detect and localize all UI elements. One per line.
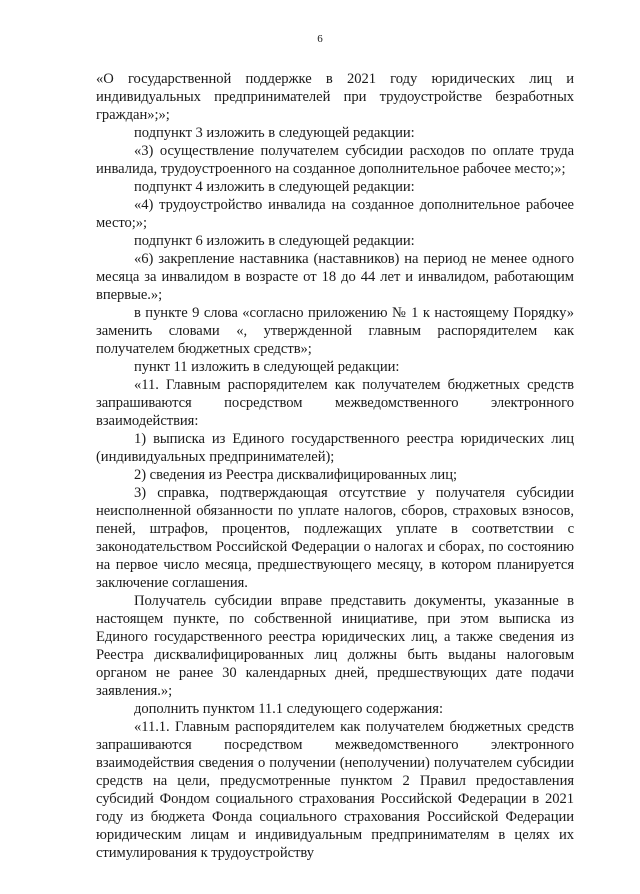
paragraph: Получатель субсидии вправе представить документы, указанные в настоящем пункте, по собственной инициативе, при этом выписка из Единого государственного реестра юридических лиц, а также сведения из Реестра дисквалифицированных лиц должны быть выданы налоговым органом не ранее 30 календарных дней, предшествующих дате подачи заявления.»;: [96, 593, 574, 699]
document-body: [96, 70, 574, 862]
paragraph: «6) закрепление наставника (наставников) на период не менее одного месяца за инвалидом в возрасте от 18 до 44 лет и инвалидом, работающим впервые.»;: [96, 251, 574, 303]
paragraph: «11.1. Главным распорядителем как получателем бюджетных средств запрашиваются посредством межведомственного электронного взаимодействия сведения о получении (неполучении) получателем субсидии средств на цели, предусмотренные пунктом 2 Правил предоставления субсидий Фондом социального страхования Российской Федерации в 2021 году из бюджета Фонда социального страхования Российской Федерации юридическим лицам и индивидуальным предпринимателям в целях их стимулирования к трудоустройству: [96, 719, 574, 861]
paragraph: пункт 11 изложить в следующей редакции:: [134, 359, 400, 375]
paragraph: 2) сведения из Реестра дисквалифицированных лиц;: [134, 467, 457, 483]
paragraph: «11. Главным распорядителем как получателем бюджетных средств запрашиваются посредством межведомственного электронного взаимодействия:: [96, 377, 574, 429]
paragraph: «О государственной поддержке в 2021 году юридических лиц и индивидуальных предпринимателей при трудоустройстве безработных граждан»;»;: [96, 71, 574, 123]
paragraph: 1) выписка из Единого государственного реестра юридических лиц (индивидуальных предпринимателей);: [96, 431, 574, 465]
paragraph: в пункте 9 слова «согласно приложению № 1 к настоящему Порядку» заменить словами «, утвержденной главным распорядителем как получателем бюджетных средств»;: [96, 305, 574, 357]
paragraph: подпункт 3 изложить в следующей редакции:: [134, 125, 415, 141]
paragraph: подпункт 6 изложить в следующей редакции:: [134, 233, 415, 249]
paragraph: «3) осуществление получателем субсидии расходов по оплате труда инвалида, трудоустроенного на созданное дополнительное рабочее место;»;: [96, 143, 574, 177]
paragraph: дополнить пунктом 11.1 следующего содержания:: [134, 701, 443, 717]
paragraph: «4) трудоустройство инвалида на созданное дополнительное рабочее место;»;: [96, 197, 574, 231]
page-number: 6: [317, 33, 323, 45]
paragraph: 3) справка, подтверждающая отсутствие у получателя субсидии неисполненной обязанности по уплате налогов, сборов, страховых взносов, пеней, штрафов, процентов, подлежащих уплате в соответствии с законодательством Российской Федерации о налогах и сборах, по состоянию на первое число месяца, предшествующего месяцу, в котором планируется заключение соглашения.: [96, 485, 574, 591]
paragraph: подпункт 4 изложить в следующей редакции:: [134, 179, 415, 195]
